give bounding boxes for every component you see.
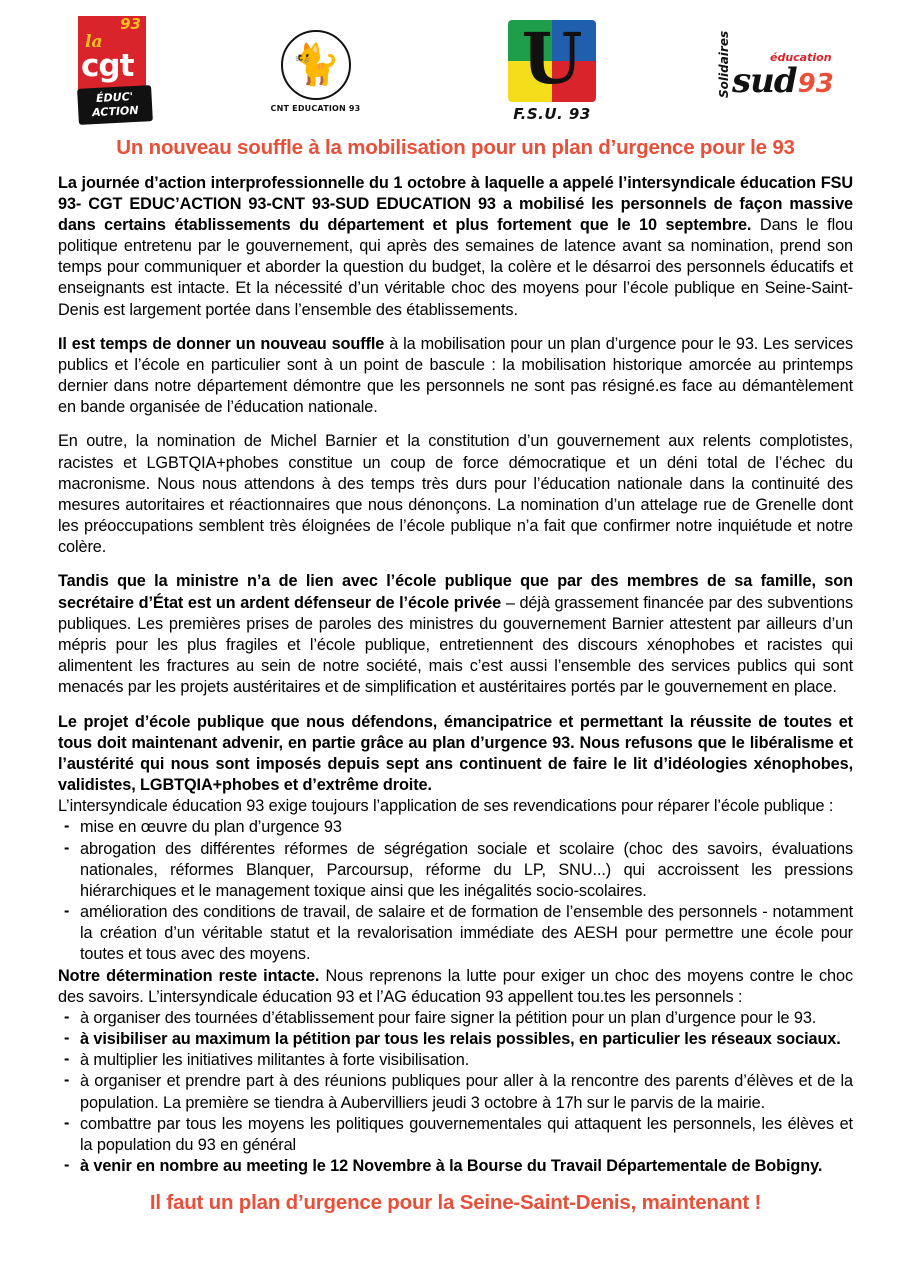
cgt-logo-93: 93	[120, 15, 141, 33]
union-logo-bar	[0, 0, 905, 136]
page-title: Un nouveau souffle à la mobilisation pour un plan d’urgence pour le 93	[116, 136, 795, 159]
paragraph-2-body: à la mobilisation pour un plan d’urgence pour le 93. Les services publics et l’école en particulier sont à un point de bascule : la mobilisation historique amorcée au printemps dernier dans notre département démontre que les personnels ne sont pas résigné.es face au démantèlement en bande organisée de l’éducation nationale.	[58, 334, 853, 417]
paragraph-6-body: Nous reprenons la lutte pour exiger un choc des moyens contre le choc des savoirs. L’intersyndicale éducation 93 et l’AG éducation 93 appellent tou.tes les personnels :	[58, 966, 853, 1006]
calls-to-action-list	[58, 1008, 853, 1177]
cgt-educ-line2: ACTION	[91, 103, 139, 120]
paragraph-4-lead: Tandis que la ministre n’a de lien avec l’école publique que par des membres de sa famille, son secrétaire d’État est un ardent défenseur de l’école privée	[58, 572, 853, 612]
paragraph-2	[58, 334, 853, 419]
sud-word: sud	[732, 61, 797, 101]
paragraph-4-body: – déjà grassement financée par des subventions publiques. Les premières prises de paroles des ministres du gouvernement Barnier attestent par ailleurs d’un mépris pour les plus fragiles et l’école publique, entretiennent des discours xénophobes et racistes qui alimentent les fractures au sein de notre société, mais c’est aussi l’ensemble des services publics qui sont menacés par les projets austéritaires et de simplification et austéritaires portés par le gouvernement en place.	[58, 593, 854, 697]
tract-content	[0, 136, 905, 1216]
sud-education-93-logo	[717, 30, 868, 101]
fsu-color-square	[508, 20, 596, 102]
cnt-education-93-logo	[268, 30, 363, 113]
demand-item: - amélioration des conditions de travail, de salaire et de formation de l’ensemble des personnels - notamment la création d’un véritable statut et la revalorisation immédiate des AESH pour permettre une école pour toutes et tous avec des moyens.	[58, 902, 853, 966]
closing-slogan: Il faut un plan d’urgence pour la Seine-Saint-Denis, maintenant !	[149, 1191, 762, 1215]
cgt-educaction-logo	[78, 16, 152, 123]
call-item: - combattre par tous les moyens les politiques gouvernementales qui attaquent les personnels, les élèves et la population du 93 en général	[58, 1114, 853, 1156]
call-item: - à venir en nombre au meeting le 12 Novembre à la Bourse du Travail Départementale de Bobigny.	[58, 1156, 853, 1177]
paragraph-4	[58, 571, 853, 698]
demand-item: - abrogation des différentes réformes de ségrégation sociale et scolaire (choc des savoirs, évaluations nationales, réformes Blanquer, Parcoursup, réforme du LP, SNU...) qui accroissent les pressions hiérarchiques et le management toxique ainsi que les inégalités socio-scolaires.	[58, 839, 853, 903]
paragraph-3: En outre, la nomination de Michel Barnier et la constitution d’un gouvernement aux relents complotistes, racistes et LGBTQIA+phobes constitue un coup de force démocratique et un déni total de l’échec du macronisme. Nous nous attendons à des temps très durs pour l’éducation nationale dans la continuité des mesures autoritaires et réactionnaires que nous dénonçons. La nomination d’un attelage rue de Grenelle dont les préoccupations semblent très éloignées de l’école publique n’a fait que confirmer notre inquiétude et notre colère.	[58, 432, 853, 557]
paragraph-6-lead: Notre détermination reste intacte.	[58, 966, 320, 985]
paragraph-1-body: Dans le flou politique entretenu par le gouvernement, qui après des semaines de latence avant sa nomination, prend son temps pour communiquer et aborder la question du budget, la colère et le désarroi des personnels éducatifs et enseignants est intacte. Et la nécessité d’un véritable choc des moyens pour l’école publique en Seine-Saint-Denis est largement portée dans l’ensemble des établissements.	[58, 215, 853, 319]
sud-education-label: éducation	[770, 51, 832, 64]
call-item: - à organiser des tournées d’établissement pour faire signer la pétition pour un plan d’urgence pour le 93.	[58, 1008, 853, 1029]
cgt-logo-box	[78, 16, 146, 90]
demands-list	[58, 817, 853, 965]
cgt-logo-la: la	[85, 32, 103, 52]
call-item: - à visibiliser au maximum la pétition par tous les relais possibles, en particulier les réseaux sociaux.	[58, 1029, 853, 1050]
paragraph-6	[58, 966, 853, 1008]
paragraph-1	[58, 173, 853, 321]
black-cat-icon: 🐈	[290, 43, 341, 87]
paragraph-5	[58, 712, 853, 818]
cnt-logo-label: CNT EDUCATION 93	[270, 104, 361, 113]
cgt-educ-line1: ÉDUC'	[95, 90, 134, 105]
fsu-letter-u: U	[521, 20, 583, 101]
fsu-logo-label: F.S.U. 93	[513, 105, 591, 123]
sud-logo-93: 93	[797, 69, 834, 99]
sud-solidaires-label: Solidaires	[717, 30, 731, 98]
paragraph-5-body: L’intersyndicale éducation 93 exige toujours l’application de ses revendications pour réparer l’école publique :	[58, 797, 834, 816]
demand-item: - mise en œuvre du plan d’urgence 93	[58, 817, 853, 838]
cgt-educaction-banner	[77, 85, 153, 125]
cgt-logo-name: cgt	[81, 48, 134, 84]
fsu-93-logo	[508, 20, 604, 123]
call-item: - à organiser et prendre part à des réunions publiques pour aller à la rencontre des parents d’élèves et de la population. La première se tiendra à Aubervilliers jeudi 3 octobre à 17h sur le parvis de la mairie.	[58, 1071, 853, 1113]
paragraph-5-lead: Le projet d’école publique que nous défendons, émancipatrice et permettant la réussite de toutes et tous doit maintenant advenir, en partie grâce au plan d’urgence 93. Nous refusons que le libéralisme et l’austérité qui nous sont imposés depuis sept ans continuent de faire le lit d’idéologies xénophobes, validistes, LGBTQIA+phobes et d’extrême droite.	[58, 712, 853, 795]
paragraph-1-lead: La journée d’action interprofessionnelle du 1 octobre à laquelle a appelé l’intersyndicale éducation FSU 93- CGT EDUC’ACTION 93-CNT 93-SUD EDUCATION 93 a mobilisé les personnels de façon massive dans certains établissements du département et plus fortement que le 10 septembre.	[58, 173, 853, 234]
paragraph-2-lead: Il est temps de donner un nouveau souffle	[58, 334, 385, 353]
call-item: - à multiplier les initiatives militantes à forte visibilisation.	[58, 1050, 853, 1071]
sud-logo-wrap	[717, 30, 868, 101]
cnt-black-cat-circle	[281, 30, 351, 100]
